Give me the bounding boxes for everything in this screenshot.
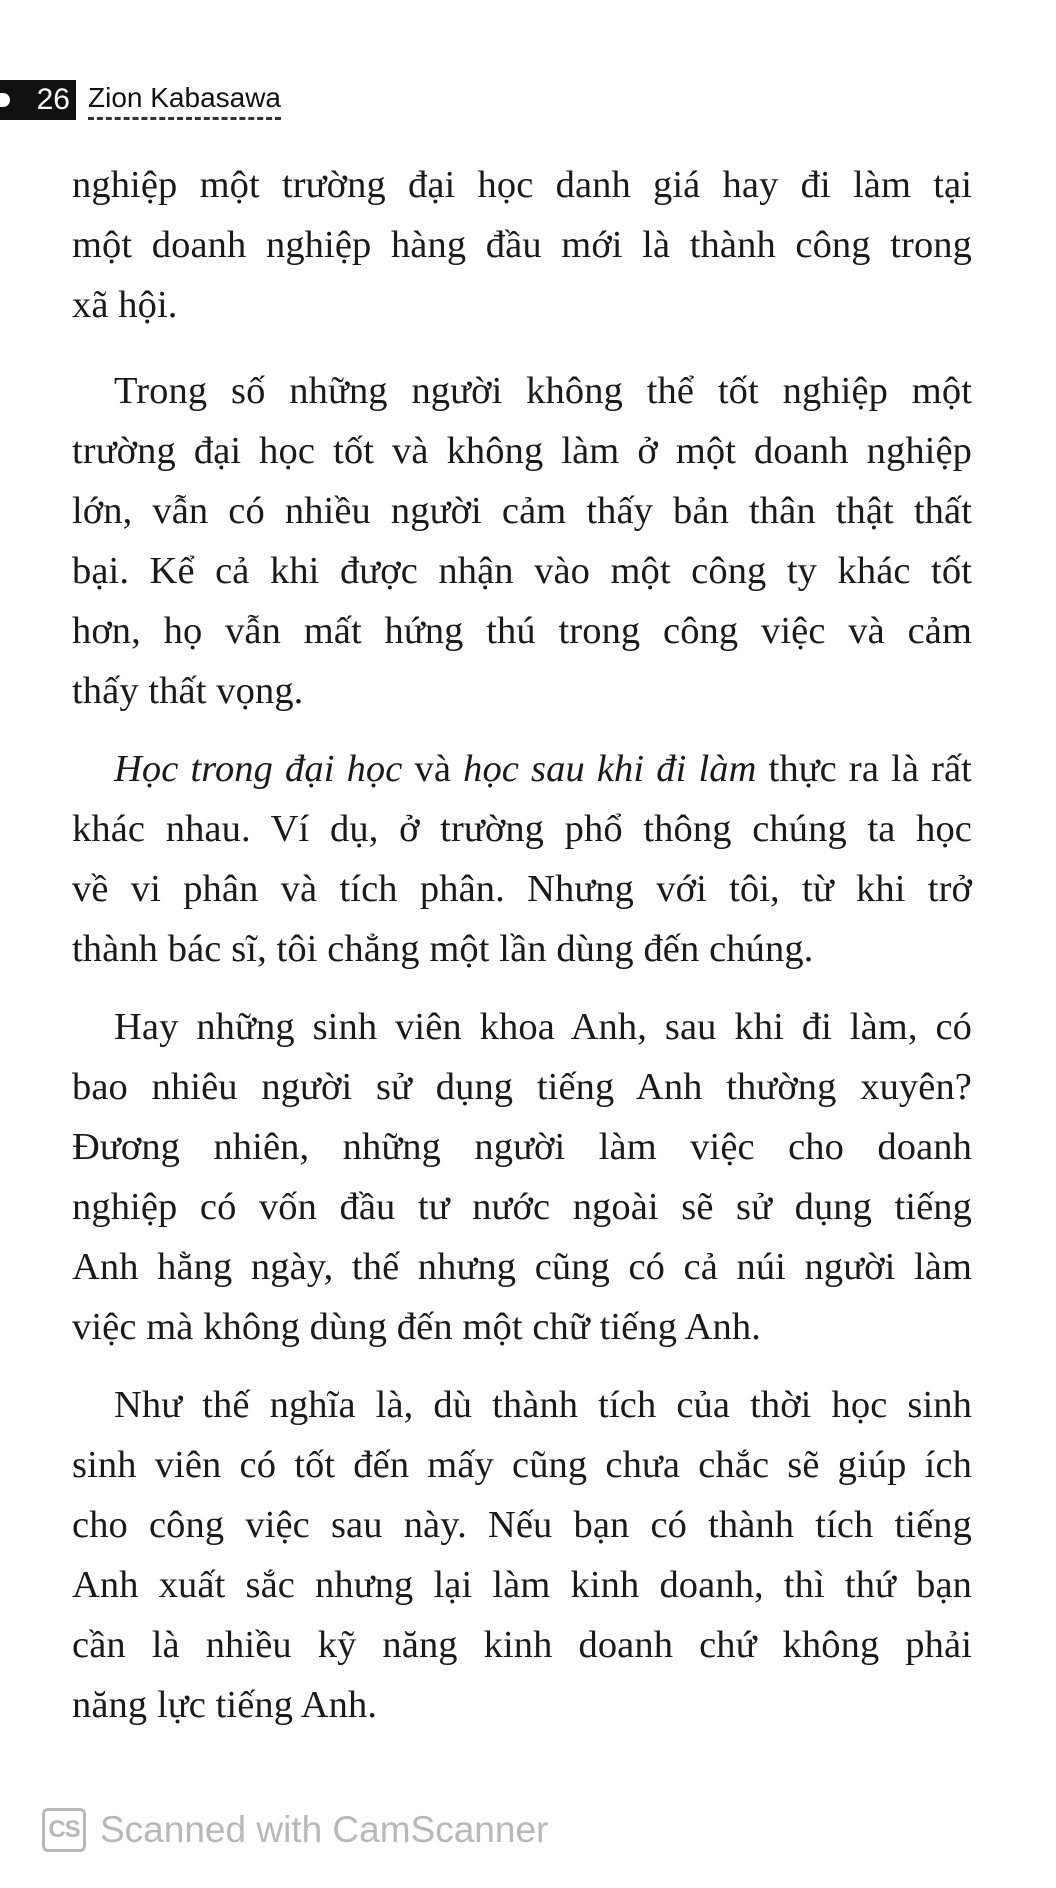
italic-phrase: học sau khi đi làm <box>463 748 757 790</box>
text-line: bao nhiêu người sử dụng tiếng Anh thường xuyên? <box>72 1066 972 1108</box>
text-line: nghiệp có vốn đầu tư nước ngoài sẽ sử dụng tiếng <box>72 1186 972 1228</box>
text-line: lớn, vẫn có nhiều người cảm thấy bản thân thật thất <box>72 490 972 532</box>
text-line: bại. Kể cả khi được nhận vào một công ty khác tốt <box>72 550 972 592</box>
page-header <box>0 80 281 120</box>
paragraph-1 <box>72 155 972 335</box>
page-number: 26 <box>0 80 76 120</box>
text-line: năng lực tiếng Anh. <box>72 1684 378 1726</box>
text-line: Như thế nghĩa là, dù thành tích của thời học sinh <box>114 1384 972 1426</box>
paragraph-5 <box>72 1375 972 1735</box>
paragraph-4 <box>72 997 972 1357</box>
text-line: việc mà không dùng đến một chữ tiếng Anh. <box>72 1306 761 1348</box>
text-line: Anh xuất sắc nhưng lại làm kinh doanh, thì thứ bạn <box>72 1564 972 1606</box>
text-line <box>72 739 972 799</box>
text-line: sinh viên có tốt đến mấy cũng chưa chắc sẽ giúp ích <box>72 1444 972 1486</box>
paragraph-3 <box>72 739 972 979</box>
paragraph-2 <box>72 361 972 721</box>
text-line: xã hội. <box>72 284 178 326</box>
camscanner-watermark <box>42 1808 548 1852</box>
text-line: Trong số những người không thể tốt nghiệp một <box>114 370 972 412</box>
text-line: hơn, họ vẫn mất hứng thú trong công việc và cảm <box>72 610 972 652</box>
text-line: cho công việc sau này. Nếu bạn có thành tích tiếng <box>72 1504 972 1546</box>
text-line: về vi phân và tích phân. Nhưng với tôi, từ khi trở <box>72 868 972 910</box>
text-line: cần là nhiều kỹ năng kinh doanh chứ không phải <box>72 1624 972 1666</box>
text-line: Hay những sinh viên khoa Anh, sau khi đi làm, có <box>114 1006 972 1048</box>
text-line: thấy thất vọng. <box>72 670 304 712</box>
running-header-author: Zion Kabasawa <box>88 81 281 120</box>
text-line: trường đại học tốt và không làm ở một doanh nghiệp <box>72 430 972 472</box>
page-body <box>72 155 972 1753</box>
text-line: khác nhau. Ví dụ, ở trường phổ thông chúng ta học <box>72 808 972 850</box>
text-line: một doanh nghiệp hàng đầu mới là thành công trong <box>72 224 972 266</box>
text-fragment: và <box>402 748 464 790</box>
text-line: thành bác sĩ, tôi chẳng một lần dùng đến chúng. <box>72 928 814 970</box>
camscanner-logo-icon: CS <box>42 1808 86 1852</box>
watermark-text: Scanned with CamScanner <box>100 1809 549 1850</box>
text-line: Anh hằng ngày, thế nhưng cũng có cả núi người làm <box>72 1246 972 1288</box>
text-fragment: thực ra là rất <box>756 748 972 790</box>
italic-phrase: Học trong đại học <box>114 748 403 790</box>
text-line: Đương nhiên, những người làm việc cho doanh <box>72 1126 972 1168</box>
text-line: nghiệp một trường đại học danh giá hay đi làm tại <box>72 164 972 206</box>
